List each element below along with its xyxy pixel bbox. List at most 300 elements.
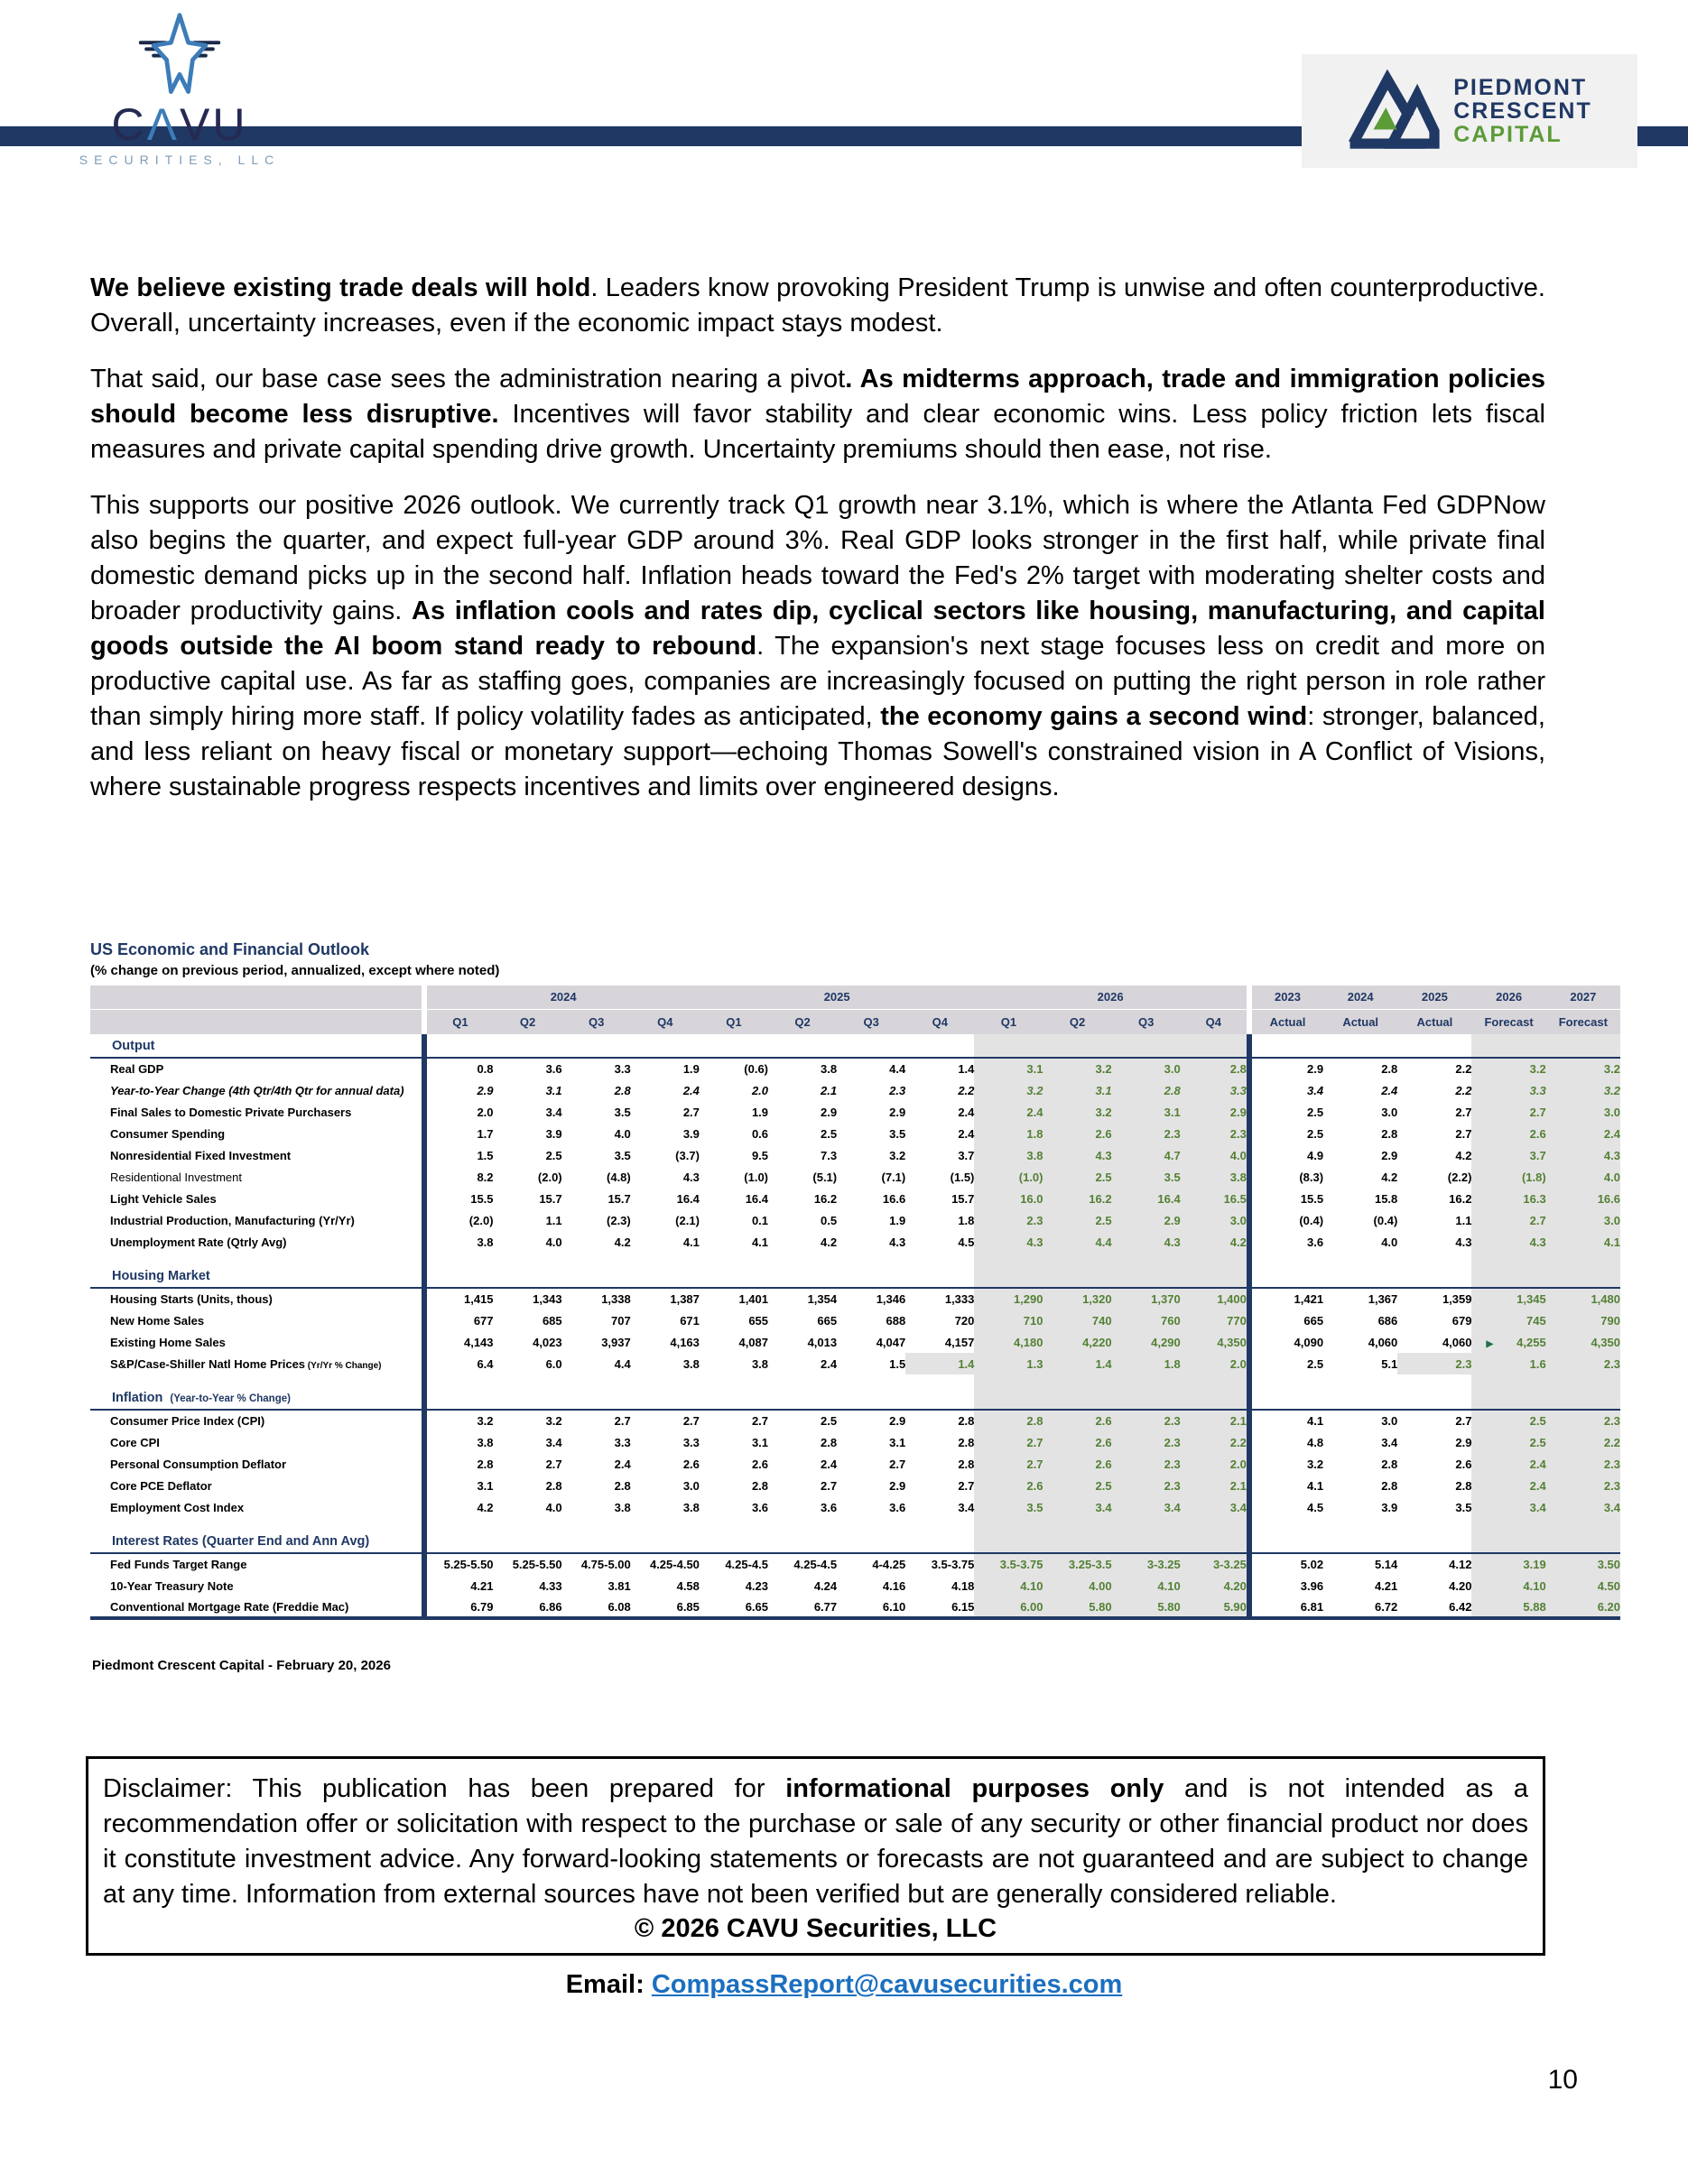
data-cell: 4.1 bbox=[682, 1235, 700, 1249]
table-row bbox=[90, 1575, 1620, 1596]
data-cell: 2.6 bbox=[1043, 1410, 1112, 1431]
text-segment: informational purposes only bbox=[785, 1774, 1164, 1803]
data-cell: 4.75-5.00 bbox=[580, 1558, 631, 1571]
table-row bbox=[90, 1079, 1620, 1101]
data-cell: 0.8 bbox=[424, 1058, 493, 1079]
data-cell: 2.9 bbox=[424, 1079, 493, 1101]
spacer-cell bbox=[1043, 1264, 1112, 1288]
data-cell: 6.65 bbox=[745, 1599, 769, 1614]
data-cell: 3.8 bbox=[821, 1062, 838, 1076]
data-cell: 2.8 bbox=[974, 1410, 1043, 1431]
data-cell: 2.0 bbox=[424, 1101, 493, 1123]
cavu-wordmark: CΛVU bbox=[111, 99, 248, 150]
data-cell: 3.2 bbox=[545, 1414, 562, 1428]
section-title: Output bbox=[112, 1038, 155, 1053]
spacer-cell bbox=[837, 1386, 905, 1410]
data-cell: 3.8 bbox=[682, 1500, 700, 1514]
spacer-cell bbox=[768, 1264, 837, 1288]
data-cell: 4.0 bbox=[1381, 1235, 1398, 1249]
data-cell: 3.50 bbox=[1546, 1553, 1620, 1575]
data-cell: 2.6 bbox=[1043, 1431, 1112, 1453]
data-cell: 2.8 bbox=[1381, 1457, 1398, 1471]
period-type-header: Forecast bbox=[1546, 1009, 1620, 1034]
year-header: 2026 bbox=[1471, 986, 1545, 1009]
data-cell: 3.5 bbox=[614, 1105, 631, 1119]
data-cell: 790 bbox=[1546, 1309, 1620, 1331]
data-cell: 3.4 bbox=[1043, 1496, 1112, 1518]
data-cell: ▶ 4,255 bbox=[1471, 1331, 1545, 1353]
spacer-cell bbox=[424, 1518, 493, 1530]
data-cell: 4.25-4.50 bbox=[649, 1558, 700, 1571]
spacer-cell bbox=[562, 1386, 631, 1410]
data-cell: 15.8 bbox=[1374, 1191, 1398, 1206]
data-cell: 4.8 bbox=[1249, 1431, 1323, 1453]
row-label: Core CPI bbox=[110, 1435, 160, 1449]
data-cell: 1,333 bbox=[944, 1292, 975, 1306]
data-cell: 3-3.25 bbox=[1181, 1553, 1249, 1575]
data-cell: 0.6 bbox=[751, 1126, 769, 1141]
spacer-cell bbox=[494, 1253, 562, 1264]
data-cell: 4,180 bbox=[974, 1331, 1043, 1353]
row-label: Real GDP bbox=[110, 1062, 164, 1076]
row-label: Conventional Mortgage Rate (Freddie Mac) bbox=[110, 1599, 349, 1614]
data-cell: 6.86 bbox=[539, 1599, 562, 1614]
data-cell: 1,401 bbox=[738, 1292, 769, 1306]
corner-header bbox=[90, 986, 424, 1009]
data-cell: 4.33 bbox=[539, 1578, 562, 1593]
data-cell: 16.6 bbox=[1546, 1188, 1620, 1209]
spacer-cell bbox=[1471, 1374, 1545, 1386]
spacer-cell bbox=[974, 1518, 1043, 1530]
data-cell: 16.4 bbox=[676, 1191, 700, 1206]
spacer-cell bbox=[905, 1264, 974, 1288]
data-cell: 4.3 bbox=[682, 1170, 700, 1184]
data-cell: 15.7 bbox=[539, 1191, 562, 1206]
spacer-cell bbox=[1112, 1386, 1181, 1410]
data-cell: 3.6 bbox=[889, 1500, 906, 1514]
data-cell: 3.5 bbox=[974, 1496, 1043, 1518]
data-cell: 4,350 bbox=[1546, 1331, 1620, 1353]
data-cell: 1,354 bbox=[807, 1292, 838, 1306]
data-cell: 3.2 bbox=[1546, 1079, 1620, 1101]
data-cell: 6.81 bbox=[1249, 1596, 1323, 1618]
data-cell: 8.2 bbox=[424, 1166, 493, 1188]
spacer-cell bbox=[631, 1386, 700, 1410]
spacer-row bbox=[90, 1253, 1620, 1264]
spacer-cell bbox=[905, 1374, 974, 1386]
data-cell: 2.5 bbox=[821, 1126, 838, 1141]
spacer-cell bbox=[700, 1034, 768, 1058]
data-cell: (1.5) bbox=[950, 1170, 975, 1184]
data-cell: 3.1 bbox=[889, 1435, 906, 1449]
row-label: Core PCE Deflator bbox=[110, 1478, 212, 1493]
data-cell: 2.5 bbox=[1471, 1410, 1545, 1431]
spacer-cell bbox=[768, 1530, 837, 1553]
spacer-cell bbox=[1181, 1530, 1249, 1553]
data-cell: 4,047 bbox=[876, 1335, 906, 1349]
table-row bbox=[90, 1231, 1620, 1253]
spacer-cell bbox=[1397, 1374, 1471, 1386]
data-cell: 2.3 bbox=[1397, 1353, 1471, 1374]
row-label: Unemployment Rate (Qtrly Avg) bbox=[110, 1235, 287, 1249]
data-cell: 15.7 bbox=[607, 1191, 631, 1206]
data-cell: 4.10 bbox=[1471, 1575, 1545, 1596]
data-cell: 5.1 bbox=[1381, 1356, 1398, 1371]
data-cell: 4.3 bbox=[1112, 1231, 1181, 1253]
data-cell: (8.3) bbox=[1249, 1166, 1323, 1188]
data-cell: 2.6 bbox=[1471, 1123, 1545, 1144]
table-cell bbox=[90, 1009, 1620, 1034]
data-cell: 3.4 bbox=[1546, 1496, 1620, 1518]
data-cell: 16.2 bbox=[813, 1191, 838, 1206]
data-cell: 2.8 bbox=[424, 1453, 493, 1475]
data-cell: 2.5 bbox=[1043, 1475, 1112, 1496]
data-cell: 2.8 bbox=[751, 1478, 769, 1493]
data-cell: 3.8 bbox=[424, 1231, 493, 1253]
spacer-cell bbox=[1397, 1518, 1471, 1530]
spacer-cell bbox=[700, 1374, 768, 1386]
data-cell: 1,387 bbox=[670, 1292, 700, 1306]
data-cell: 745 bbox=[1471, 1309, 1545, 1331]
data-cell: 16.4 bbox=[1112, 1188, 1181, 1209]
row-label: Residentional Investment bbox=[110, 1170, 242, 1184]
row-label-small: (Yr/Yr % Change) bbox=[305, 1360, 382, 1371]
data-cell: 15.5 bbox=[424, 1188, 493, 1209]
spacer-cell bbox=[1323, 1530, 1397, 1553]
data-cell: 3.5 bbox=[889, 1126, 906, 1141]
spacer-cell bbox=[1181, 1386, 1249, 1410]
data-cell: 2.5 bbox=[1249, 1101, 1323, 1123]
year-header: 2024 bbox=[424, 986, 699, 1009]
data-cell: 4-4.25 bbox=[872, 1558, 906, 1571]
spacer-cell bbox=[424, 1253, 493, 1264]
period-type-header: Forecast bbox=[1471, 1009, 1545, 1034]
table-row bbox=[90, 1058, 1620, 1079]
data-cell: 3.1 bbox=[751, 1435, 769, 1449]
spacer-cell bbox=[1323, 1386, 1397, 1410]
spacer-cell bbox=[1249, 1253, 1323, 1264]
spacer-cell bbox=[700, 1253, 768, 1264]
spacer-cell bbox=[974, 1264, 1043, 1288]
data-cell: 3.4 bbox=[1471, 1496, 1545, 1518]
spacer-cell bbox=[768, 1518, 837, 1530]
spacer-cell bbox=[1546, 1386, 1620, 1410]
data-cell: (2.3) bbox=[607, 1213, 631, 1227]
data-cell: 4.12 bbox=[1449, 1558, 1472, 1571]
data-cell: 3.0 bbox=[1546, 1209, 1620, 1231]
spacer-cell bbox=[1323, 1264, 1397, 1288]
table-row bbox=[90, 1496, 1620, 1518]
data-cell: 4.4 bbox=[1043, 1231, 1112, 1253]
data-cell: 2.4 bbox=[1546, 1123, 1620, 1144]
section-title: Housing Market bbox=[112, 1268, 210, 1283]
data-cell: 3.5-3.75 bbox=[974, 1553, 1043, 1575]
data-cell: 3.3 bbox=[682, 1435, 700, 1449]
data-cell: 2.8 bbox=[1455, 1478, 1472, 1493]
data-cell: 2.7 bbox=[821, 1478, 838, 1493]
table-row bbox=[90, 1553, 1620, 1575]
data-cell: 3.81 bbox=[607, 1578, 631, 1593]
data-cell: 2.5 bbox=[821, 1414, 838, 1428]
data-cell: 6.77 bbox=[813, 1599, 838, 1614]
spacer-cell bbox=[700, 1386, 768, 1410]
spacer-cell bbox=[631, 1034, 700, 1058]
data-cell: 3.5 bbox=[1455, 1500, 1472, 1514]
data-cell: 2.3 bbox=[1181, 1123, 1249, 1144]
spacer-cell bbox=[905, 1530, 974, 1553]
spacer-cell bbox=[905, 1253, 974, 1264]
data-cell: 2.7 bbox=[974, 1453, 1043, 1475]
data-cell: 6.42 bbox=[1449, 1599, 1472, 1614]
data-cell: (0.4) bbox=[1373, 1213, 1398, 1227]
spacer-cell bbox=[631, 1518, 700, 1530]
cavu-subtext: SECURITIES, LLC bbox=[79, 153, 281, 167]
data-cell: 4.23 bbox=[745, 1578, 769, 1593]
data-cell: (1.0) bbox=[744, 1170, 769, 1184]
data-cell: 5.14 bbox=[1374, 1558, 1398, 1571]
data-cell: 2.7 bbox=[545, 1457, 562, 1471]
data-cell: 2.8 bbox=[1381, 1126, 1398, 1141]
spacer-cell bbox=[631, 1253, 700, 1264]
period-type-header: Actual bbox=[1249, 1009, 1323, 1034]
data-cell: 4.10 bbox=[974, 1575, 1043, 1596]
data-cell: 2.3 bbox=[889, 1083, 906, 1097]
spacer-cell bbox=[424, 1386, 493, 1410]
quarter-header: Q2 bbox=[768, 1009, 837, 1034]
spacer-cell bbox=[1546, 1374, 1620, 1386]
spacer-cell bbox=[494, 1034, 562, 1058]
spacer-cell bbox=[424, 1530, 493, 1553]
data-cell: 4.10 bbox=[1112, 1575, 1181, 1596]
data-cell: 4.1 bbox=[1249, 1410, 1323, 1431]
data-cell: 1.4 bbox=[905, 1353, 974, 1374]
data-cell: 2.7 bbox=[958, 1478, 975, 1493]
email-link[interactable]: CompassReport@cavusecurities.com bbox=[651, 1970, 1123, 1999]
copyright-line: © 2026 CAVU Securities, LLC bbox=[634, 1914, 997, 1943]
data-cell: 2.4 bbox=[821, 1457, 838, 1471]
data-cell: 2.1 bbox=[821, 1083, 838, 1097]
spacer-cell bbox=[1249, 1530, 1323, 1553]
data-cell: 4.20 bbox=[1449, 1578, 1472, 1593]
data-cell: 4,023 bbox=[533, 1335, 562, 1349]
spacer-cell bbox=[1043, 1374, 1112, 1386]
data-cell: 3.7 bbox=[1471, 1144, 1545, 1166]
data-cell: 4,090 bbox=[1249, 1331, 1323, 1353]
table-row bbox=[90, 1331, 1620, 1353]
data-cell: 1.9 bbox=[889, 1213, 906, 1227]
data-cell: 3.6 bbox=[545, 1062, 562, 1076]
data-cell: 1,320 bbox=[1043, 1288, 1112, 1309]
data-cell: 4,157 bbox=[944, 1335, 975, 1349]
spacer-cell bbox=[905, 1386, 974, 1410]
data-cell: 3.2 bbox=[889, 1148, 906, 1162]
row-label: Fed Funds Target Range bbox=[110, 1558, 247, 1571]
text-segment: . The expansion's next stage focuses less on credit and more on productive capital use. As far as staffing goes, companies are increasingly focused on putting the right person in role rather than simply hiring more staff. If policy volatility fades as anticipated, bbox=[90, 632, 1545, 731]
data-cell: 3.4 bbox=[1249, 1079, 1323, 1101]
data-cell: 4.24 bbox=[813, 1578, 838, 1593]
spacer-cell bbox=[1249, 1518, 1323, 1530]
data-cell: 4,060 bbox=[1442, 1335, 1472, 1349]
section-title: Interest Rates (Quarter End and Ann Avg) bbox=[112, 1533, 370, 1549]
data-cell: 15.7 bbox=[951, 1191, 975, 1206]
data-cell: 2.5 bbox=[1471, 1431, 1545, 1453]
spacer-cell bbox=[837, 1253, 905, 1264]
text-segment: the economy gains a second wind bbox=[880, 702, 1308, 731]
spacer-cell bbox=[768, 1034, 837, 1058]
data-cell: 2.4 bbox=[682, 1083, 700, 1097]
data-cell: 16.4 bbox=[745, 1191, 769, 1206]
year-header: 2024 bbox=[1323, 986, 1397, 1009]
data-cell: 2.8 bbox=[1381, 1062, 1398, 1076]
data-cell: 2.4 bbox=[1471, 1453, 1545, 1475]
row-label: Existing Home Sales bbox=[110, 1335, 226, 1349]
data-cell: 2.2 bbox=[1455, 1083, 1472, 1097]
data-cell: 2.9 bbox=[1181, 1101, 1249, 1123]
spacer-cell bbox=[768, 1374, 837, 1386]
data-cell: 2.1 bbox=[1181, 1475, 1249, 1496]
data-cell: 4.50 bbox=[1546, 1575, 1620, 1596]
spacer-cell bbox=[905, 1518, 974, 1530]
data-cell: 3.0 bbox=[1546, 1101, 1620, 1123]
data-cell: 685 bbox=[542, 1313, 562, 1328]
data-cell: 0.1 bbox=[751, 1213, 769, 1227]
data-cell: 1.1 bbox=[545, 1213, 562, 1227]
data-cell: 655 bbox=[748, 1313, 769, 1328]
data-cell: 2.7 bbox=[1455, 1105, 1472, 1119]
spacer-cell bbox=[1546, 1264, 1620, 1288]
data-cell: 2.7 bbox=[1455, 1414, 1472, 1428]
data-cell: 2.8 bbox=[958, 1457, 975, 1471]
spacer-cell bbox=[1043, 1518, 1112, 1530]
data-cell: 2.6 bbox=[751, 1457, 769, 1471]
quarter-header: Q2 bbox=[494, 1009, 562, 1034]
table-row bbox=[90, 1475, 1620, 1496]
outlook-table bbox=[90, 986, 1620, 1620]
spacer-cell bbox=[1323, 1253, 1397, 1264]
data-cell: 2.8 bbox=[958, 1435, 975, 1449]
data-cell: 16.5 bbox=[1181, 1188, 1249, 1209]
row-label: Industrial Production, Manufacturing (Yr/Yr) bbox=[110, 1213, 355, 1227]
spacer-cell bbox=[700, 1264, 768, 1288]
data-cell: 2.3 bbox=[974, 1209, 1043, 1231]
spacer-cell bbox=[768, 1386, 837, 1410]
email-label: Email: bbox=[565, 1970, 652, 1999]
section-header bbox=[90, 1386, 424, 1410]
text-segment: We believe existing trade deals will hold bbox=[90, 273, 591, 302]
table-cell bbox=[90, 1530, 1620, 1553]
quarter-header: Q1 bbox=[424, 1009, 493, 1034]
data-cell: 4.0 bbox=[1181, 1144, 1249, 1166]
data-cell: 3.6 bbox=[821, 1500, 838, 1514]
data-cell: 2.3 bbox=[1112, 1475, 1181, 1496]
data-cell: (7.1) bbox=[881, 1170, 906, 1184]
data-cell: 3.4 bbox=[1381, 1435, 1398, 1449]
quarter-header: Q4 bbox=[1181, 1009, 1249, 1034]
data-cell: 3.1 bbox=[424, 1475, 493, 1496]
data-cell: 4.7 bbox=[1112, 1144, 1181, 1166]
data-cell: 4.21 bbox=[1374, 1578, 1398, 1593]
text-segment: Disclaimer: This publication has been prepared for bbox=[103, 1774, 786, 1803]
row-label: Year-to-Year Change (4th Qtr/4th Qtr for annual data) bbox=[110, 1083, 404, 1097]
data-cell: 4,220 bbox=[1043, 1331, 1112, 1353]
quarter-header: Q3 bbox=[837, 1009, 905, 1034]
spacer-cell bbox=[837, 1374, 905, 1386]
row-label: Light Vehicle Sales bbox=[110, 1191, 217, 1206]
data-cell: 2.8 bbox=[1381, 1478, 1398, 1493]
spacer-cell bbox=[562, 1530, 631, 1553]
data-cell: 3.9 bbox=[682, 1126, 700, 1141]
row-label: Employment Cost Index bbox=[110, 1500, 245, 1514]
spacer-cell bbox=[1323, 1034, 1397, 1058]
table-row bbox=[90, 1123, 1620, 1144]
spacer-cell bbox=[974, 1530, 1043, 1553]
data-cell: 3.96 bbox=[1249, 1575, 1323, 1596]
paragraph bbox=[90, 488, 1545, 805]
data-cell: 3.25-3.5 bbox=[1043, 1553, 1112, 1575]
data-cell: 2.3 bbox=[1546, 1410, 1620, 1431]
table-cell bbox=[90, 1386, 1620, 1410]
piedmont-crescent-logo bbox=[1302, 54, 1637, 168]
spacer-cell bbox=[494, 1264, 562, 1288]
data-cell: (1.0) bbox=[974, 1166, 1043, 1188]
data-cell: (2.0) bbox=[537, 1170, 562, 1184]
data-cell: 1,400 bbox=[1181, 1288, 1249, 1309]
quarter-header: Q4 bbox=[905, 1009, 974, 1034]
data-cell: 16.6 bbox=[882, 1191, 906, 1206]
data-cell: 2.7 bbox=[889, 1457, 906, 1471]
data-cell: 3.6 bbox=[751, 1500, 769, 1514]
data-cell: 1.6 bbox=[1471, 1353, 1545, 1374]
outlook-table-section bbox=[90, 940, 1620, 1673]
data-cell: 2.7 bbox=[974, 1431, 1043, 1453]
data-cell: 4,350 bbox=[1181, 1331, 1249, 1353]
text-segment: and is not intended as a recommendation offer or solicitation with respect to the purchase or sale of any security or other financial product nor does it constitute investment advice. Any forward-looking statements or forecasts are not guaranteed and are subject to change at any time. Information from external sources have not been verified but are generally considered reliable. bbox=[103, 1774, 1529, 1909]
row-label: Consumer Spending bbox=[110, 1126, 226, 1141]
piedmont-mountain-icon bbox=[1347, 69, 1441, 154]
data-cell: 2.4 bbox=[1381, 1083, 1398, 1097]
year-header: 2025 bbox=[1397, 986, 1471, 1009]
data-cell: 3.5 bbox=[614, 1148, 631, 1162]
data-cell: 2.2 bbox=[958, 1083, 975, 1097]
data-cell: 1.8 bbox=[974, 1123, 1043, 1144]
data-cell: 6.10 bbox=[882, 1599, 906, 1614]
data-cell: 2.9 bbox=[1381, 1148, 1398, 1162]
data-cell: 4.4 bbox=[889, 1062, 906, 1076]
data-cell: 2.9 bbox=[889, 1478, 906, 1493]
text-segment: As inflation cools and rates dip, cyclical sectors like housing, manufacturing, and capital goods outside the AI boom stand ready to rebound bbox=[90, 597, 1545, 661]
data-cell: 3.8 bbox=[614, 1500, 631, 1514]
data-cell: 2.3 bbox=[1112, 1410, 1181, 1431]
data-cell: 3.7 bbox=[958, 1148, 975, 1162]
data-cell: 2.2 bbox=[1546, 1431, 1620, 1453]
data-cell: 2.1 bbox=[1181, 1410, 1249, 1431]
spacer-cell bbox=[1043, 1034, 1112, 1058]
spacer-cell bbox=[1181, 1253, 1249, 1264]
table-cell bbox=[90, 986, 1620, 1009]
data-cell: 3.1 bbox=[545, 1083, 562, 1097]
data-cell: 6.0 bbox=[545, 1356, 562, 1371]
data-cell: 2.4 bbox=[974, 1101, 1043, 1123]
data-cell: 2.8 bbox=[614, 1083, 631, 1097]
data-cell: 2.4 bbox=[958, 1126, 975, 1141]
text-segment: : stronger, balanced, and less reliant on heavy fiscal or monetary support—echoing Thomas Sowell's constrained vision in A Conflict of Visions, where sustainable progress respects incentives and limits over engineered designs. bbox=[90, 702, 1545, 801]
spacer-cell bbox=[424, 1264, 493, 1288]
data-cell: 2.6 bbox=[1043, 1453, 1112, 1475]
spacer-cell bbox=[1249, 1034, 1323, 1058]
table-footnote: Piedmont Crescent Capital - February 20, 2026 bbox=[92, 1658, 391, 1673]
spacer-cell bbox=[424, 1034, 493, 1058]
spacer-cell bbox=[1112, 1530, 1181, 1553]
